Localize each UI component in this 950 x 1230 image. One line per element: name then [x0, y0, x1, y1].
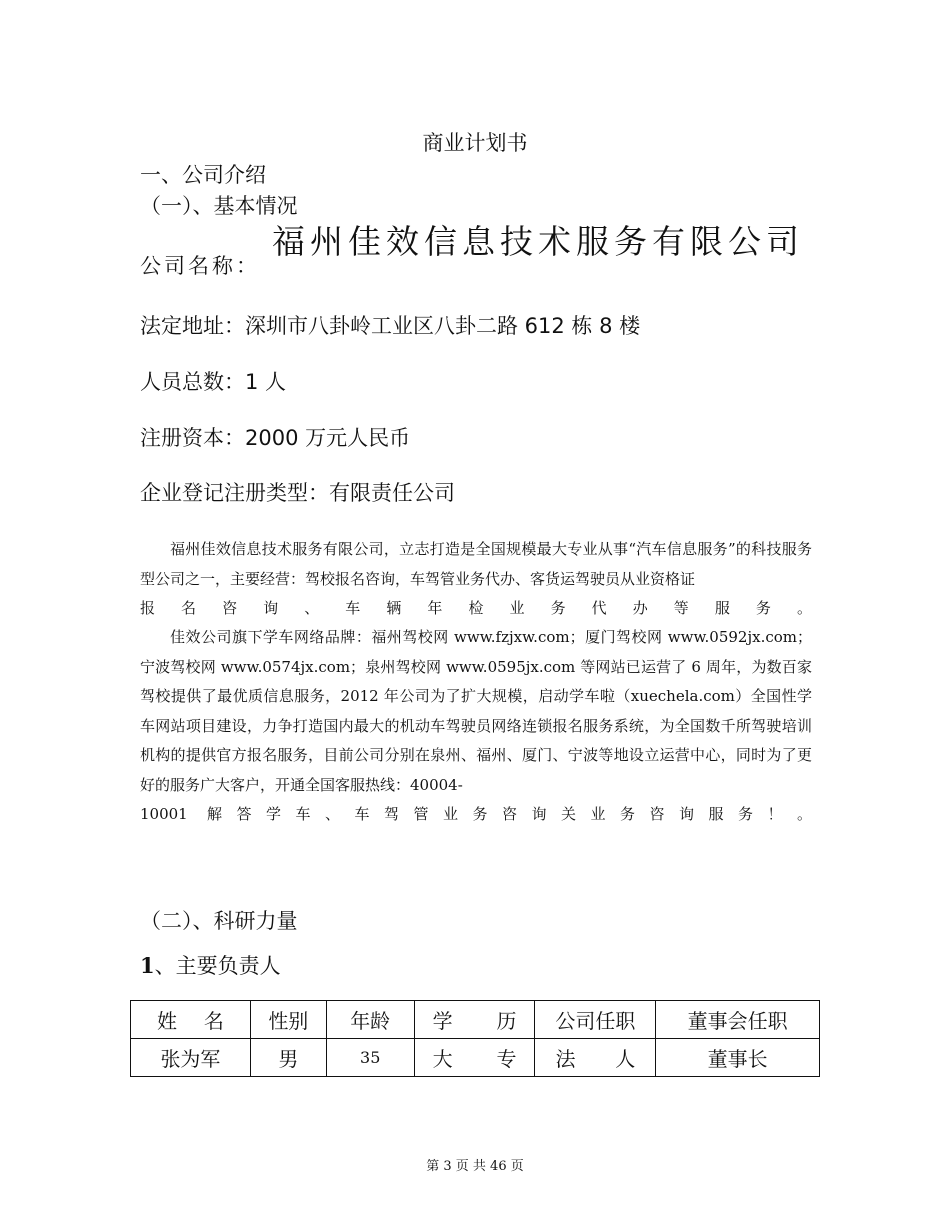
- company-description-paragraph: [140, 535, 812, 624]
- registered-capital: 注册资本：2000 万元人民币: [140, 426, 411, 450]
- company-name-label: 公司名称：: [140, 254, 260, 278]
- company-name-value: 福州佳效信息技术服务有限公司: [272, 222, 804, 261]
- table-header-row: [131, 1001, 820, 1039]
- header-gender: 性别: [250, 1001, 326, 1039]
- document-title: 商业计划书: [422, 131, 528, 155]
- header-company-role: 公司任职: [535, 1001, 656, 1039]
- paragraph-text: 福州佳效信息技术服务有限公司，立志打造是全国规模最大专业从事“汽车信息服务”的科技服务型公司之一，主要经营：驾校报名咨询，车驾管业务代办、客货运驾驶员从业资格证: [140, 540, 812, 588]
- item-heading-key-person: [140, 951, 281, 981]
- registration-type: 企业登记注册类型：有限责任公司: [140, 481, 455, 505]
- paragraph-last-line: 10001 解答学车、车驾管业务咨询关业务咨询服务！。: [140, 805, 812, 823]
- legal-address: 法定地址：深圳市八卦岭工业区八卦二路 612 栋 8 楼: [140, 314, 641, 338]
- key-person-table: [130, 1000, 820, 1077]
- cell-name: 张为军: [131, 1039, 251, 1077]
- cell-age: 35: [326, 1039, 414, 1077]
- page-footer: 第 3 页 共 46 页: [426, 1159, 524, 1174]
- brand-description-paragraph: [140, 623, 812, 830]
- header-name: 姓名: [131, 1001, 251, 1039]
- cell-company-role: 法人: [535, 1039, 656, 1077]
- item-number: 1: [140, 953, 155, 978]
- subsection-heading-research: （二）、科研力量: [140, 909, 298, 933]
- header-age: 年龄: [326, 1001, 414, 1039]
- header-board-role: 董事会任职: [656, 1001, 820, 1039]
- table-row: [131, 1039, 820, 1077]
- subsection-heading-basic-info: （一）、基本情况: [140, 194, 298, 218]
- paragraph-last-line: 报名咨询、车辆年检业务代办等服务。: [140, 599, 812, 617]
- item-title: 、主要负责人: [154, 954, 281, 978]
- paragraph-text: 佳效公司旗下学车网络品牌：福州驾校网 www.fzjxw.com；厦门驾校网 www.0592jx.com；宁波驾校网 www.0574jx.com；泉州驾校网 www.0595jx.com 等网站已运营了 6 周年，为数百家驾校提供了最优质信息服务，2012 年公司为了扩大规模，启动学车啦（xuechela.com）全国性学车网站项目建设，力争打造国内最大的机动车驾驶员网络连锁报名服务系统，为全国数千所驾驶培训机构的提供官方报名服务，目前公司分别在泉州、福州、厦门、宁波等地设立运营中心，同时为了更好的服务广大客户，开通全国客服热线：40004-: [140, 628, 812, 794]
- section-heading-company-intro: 一、公司介绍: [140, 163, 266, 187]
- cell-gender: 男: [250, 1039, 326, 1077]
- header-education: 学历: [414, 1001, 535, 1039]
- staff-count: 人员总数：1 人: [140, 370, 287, 394]
- cell-education: 大专: [414, 1039, 535, 1077]
- cell-board-role: 董事长: [656, 1039, 820, 1077]
